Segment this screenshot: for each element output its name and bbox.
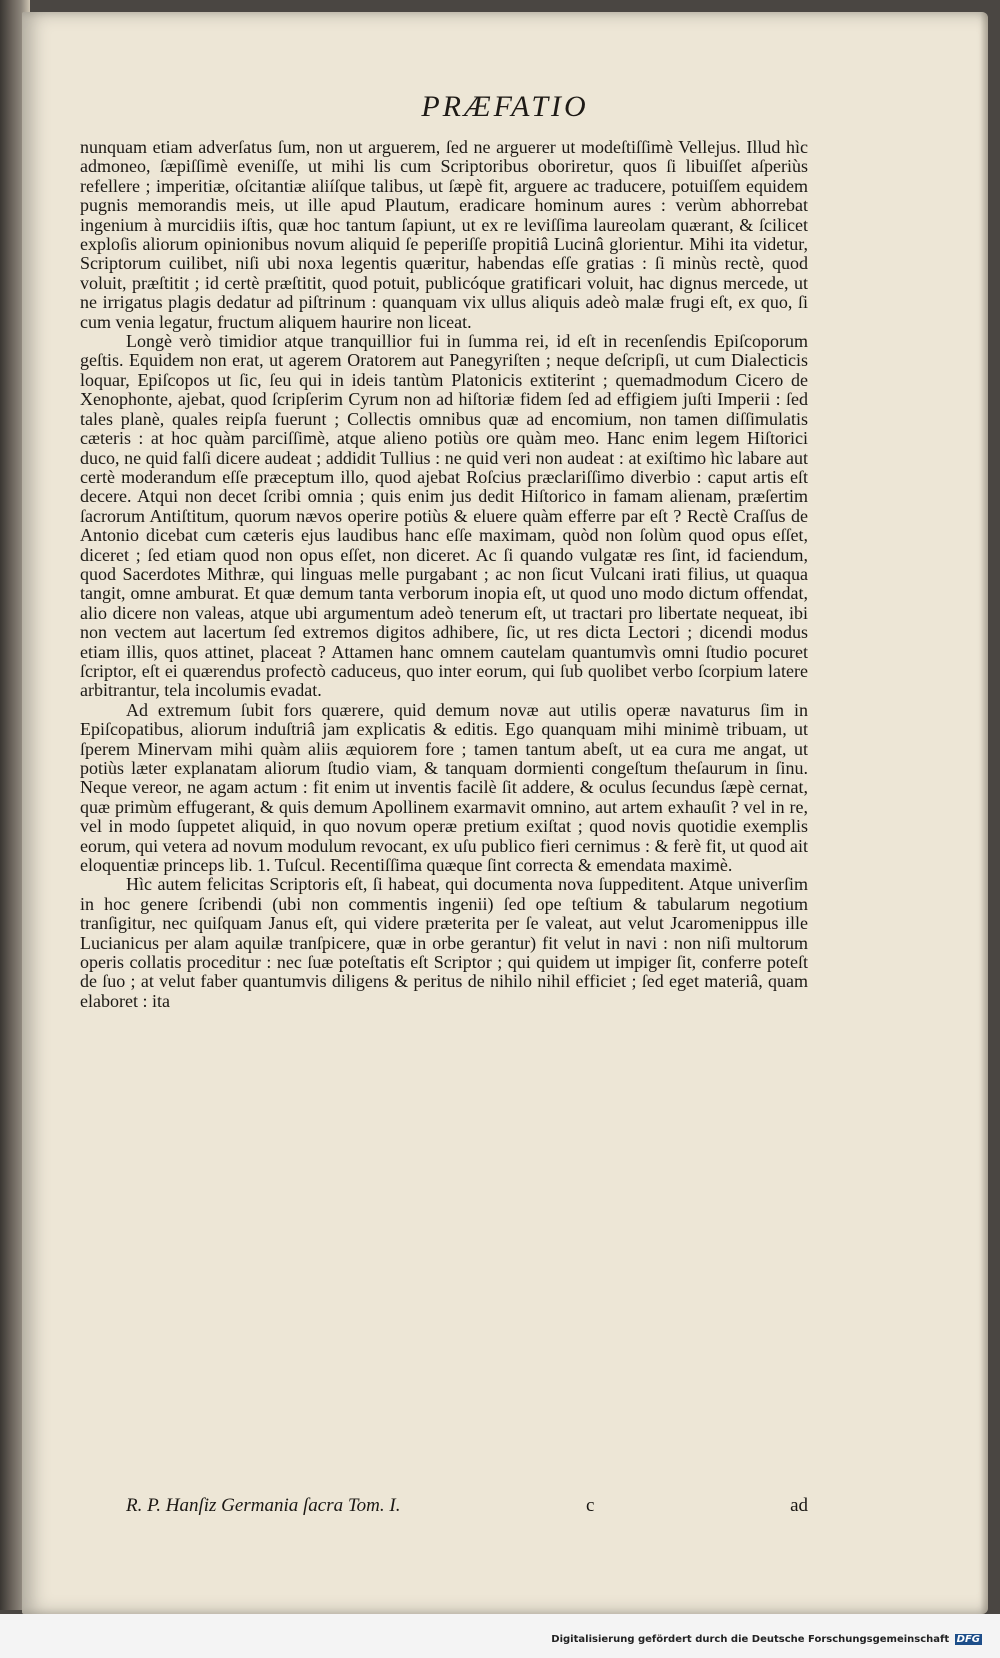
signature-letter: c (586, 1495, 595, 1516)
paragraph-1: nunquam etiam adverſatus ſum, non ut arguerem, ſed ne arguerer ut modeſtiſſimè Vellejus. Illud hìc admoneo, ſæpiſſimè eveniſſe, ut mihi lis cum Scriptoribus oboriretur, quos ſi libuiſſet aſperiùs refellere ; imperitiæ, oſcitantiæ aliíſque talibus, ut ſæpè fit, arguere ac traducere, potuiſſem equidem pugnis memorandis meis, ut ille apud Plautum, eradicare hominum aures : verùm abhorrebat ingenium à murcidiis iſtis, quæ hoc tantum ſapiunt, ut ex re leviſſima laureolam quærant, & ſcilicet exploſis aliorum opinionibus novum aliquid ſe peperiſſe propitiâ Lucinâ glorientur. Mihi ita videtur, Scriptorum cuilibet, niſi ubi noxa legentis quæritur, habendas eſſe gratias : ſi minùs rectè, quod voluit, præſtitit ; id certè præſtitit, quod potuit, publicóque gratificari voluit, hac dignus mercede, ut ne irrigatus plagis dedatur ad piſtrinum : quanquam vix ullus aliquis adeò malæ frugi eſt, ex quo, ſi cum venia legatur, fructum aliquem haurire non liceat. (80, 137, 808, 332)
paragraph-2: Longè verò timidior atque tranquillior fui in ſumma rei, id eſt in recenſendis Epiſcoporum geſtis. Equidem non erat, ut agerem Oratorem aut Panegyriſten ; neque deſcripſi, ut cum Dialecticis loquar, Epiſcopos ut ſic, ſeu qui in ideis tantùm Platonicis extiterint ; quemadmodum Cicero de Xenophonte, ajebat, quod ſcripſerim Cyrum non ad hiſtoriæ fidem ſed ad effigiem juſti Imperii : ſed tales planè, quales reipſa fuerunt ; Collectis omnibus quæ ad encomium, non tamen diſſimulatis cæteris : at hoc quàm parciſſimè, atque alieno potiùs ore quàm meo. Hanc enim legem Hiſtorici duco, ne quid falſi dicere audeat ; addidit Tullius : ne quid veri non audeat : at exiſtimo hìc labare aut certè moderandum eſſe præceptum illo, quod ajebat Roſcius præclariſſimo diverbio : caput artis eſt decere. Atqui non decet ſcribi omnia ; quis enim jus dedit Hiſtorico in famam alienam, præſertim ſacrorum Antiſtitum, quorum nævos operire potiùs & eluere quàm efferre par eſt ? Rectè Craſſus de Antonio dicebat cum cæteris ejus laudibus hanc eſſe maximam, quòd non ſolùm quod opus eſſet, diceret ; ſed etiam quod non opus eſſet, non diceret. Ac ſi quando vulgatæ res ſint, id faciendum, quod Sacerdotes Mithræ, qui linguas melle purgabant ; ac non ſicut Vulcani irati filius, ut quaqua tangit, omne amburat. Et quæ demum tanta verborum inopia eſt, ut quod uno modo dictum offendat, alio dicere non valeas, atque ubi argumentum adeò tenerum eſt, ut tractari pro libertate nequeat, ibi non vectem aut lacertum ſed extremos digitos adhibere, ſic, ut res dicta Lectori ; dicendi modus etiam illis, quos attinet, placeat ? Attamen hanc omnem cautelam quantumvìs omni ſtudio pocuret ſcriptor, eſt ei quærendus profectò caduceus, quo inter eorum, qui ſub quolibet verbo ſcorpium latere arbitrantur, tela incolumis evadat. (80, 331, 808, 701)
catchword: ad (790, 1495, 808, 1516)
page-edge-shadow (980, 12, 988, 1614)
dfg-credit (551, 1634, 982, 1645)
paragraph-3: Ad extremum ſubit fors quærere, quid demum novæ aut utilis operæ navaturus ſim in Epiſcopatibus, aliorum induſtriâ jam explicatis & editis. Ego quanquam mihi minimè tribuam, ut ſperem Minervam mihi quàm aliis æquiorem fore ; tamen tantum abeſt, ut ea cura me angat, ut potiùs læter explanatam aliorum ſtudio viam, & tanquam dormienti congeſtum theſaurum in ſinu. Neque vereor, ne agam actum : fit enim ut inventis facilè ſit addere, & oculus ſecundus ſæpè cernat, quæ primùm effugerant, & quis demum Apollinem exarmavit omnino, aut artem exhauſit ? vel in re, vel in modo ſuppetet aliquid, in quo novum operæ pretium exiſtat ; quod novis quotidie exemplis eorum, qui vetera ad novum modulum revocant, ex uſu publico fieri cernimus : & ferè fit, ut quod ait eloquentiæ princeps lib. 1. Tuſcul. Recentiſſima quæque ſint correcta & emendata maximè. (80, 699, 808, 876)
body-text (80, 138, 808, 1011)
book-page (22, 12, 988, 1614)
bottom-bar (0, 1614, 1000, 1658)
running-head: PRÆFATIO (421, 90, 589, 123)
paragraph-4: Hìc autem felicitas Scriptoris eſt, ſi habeat, qui documenta nova ſuppeditent. Atque univerſim in hoc genere ſcribendi (ubi non commentis ingenii) ſed ope teſtium & tabularum negotium tranſigitur, nec quiſquam Janus eſt, qui videre præterita per ſe valeat, aut velut Jcaromenippus ille Lucianicus per alam aquilæ tranſpicere, quæ in orbe gerantur) fit velut in navi : non niſi multorum operis collatis proceditur : nec ſuæ poteſtatis eſt Scriptor ; qui quidem ut impiger ſit, conferre poteſt de ſuo ; at velut faber quantumvis diligens & peritus de nihilo nihil efficiet ; ſed eget materiâ, quam elaboret : ita (80, 874, 808, 1011)
signature-title: R. P. Hanſiz Germania ſacra Tom. I. (126, 1495, 401, 1516)
credit-text: Digitalisierung gefördert durch die Deutsche Forschungsgemeinschaft (551, 1634, 950, 1645)
dfg-logo-icon: DFG (956, 1634, 980, 1645)
